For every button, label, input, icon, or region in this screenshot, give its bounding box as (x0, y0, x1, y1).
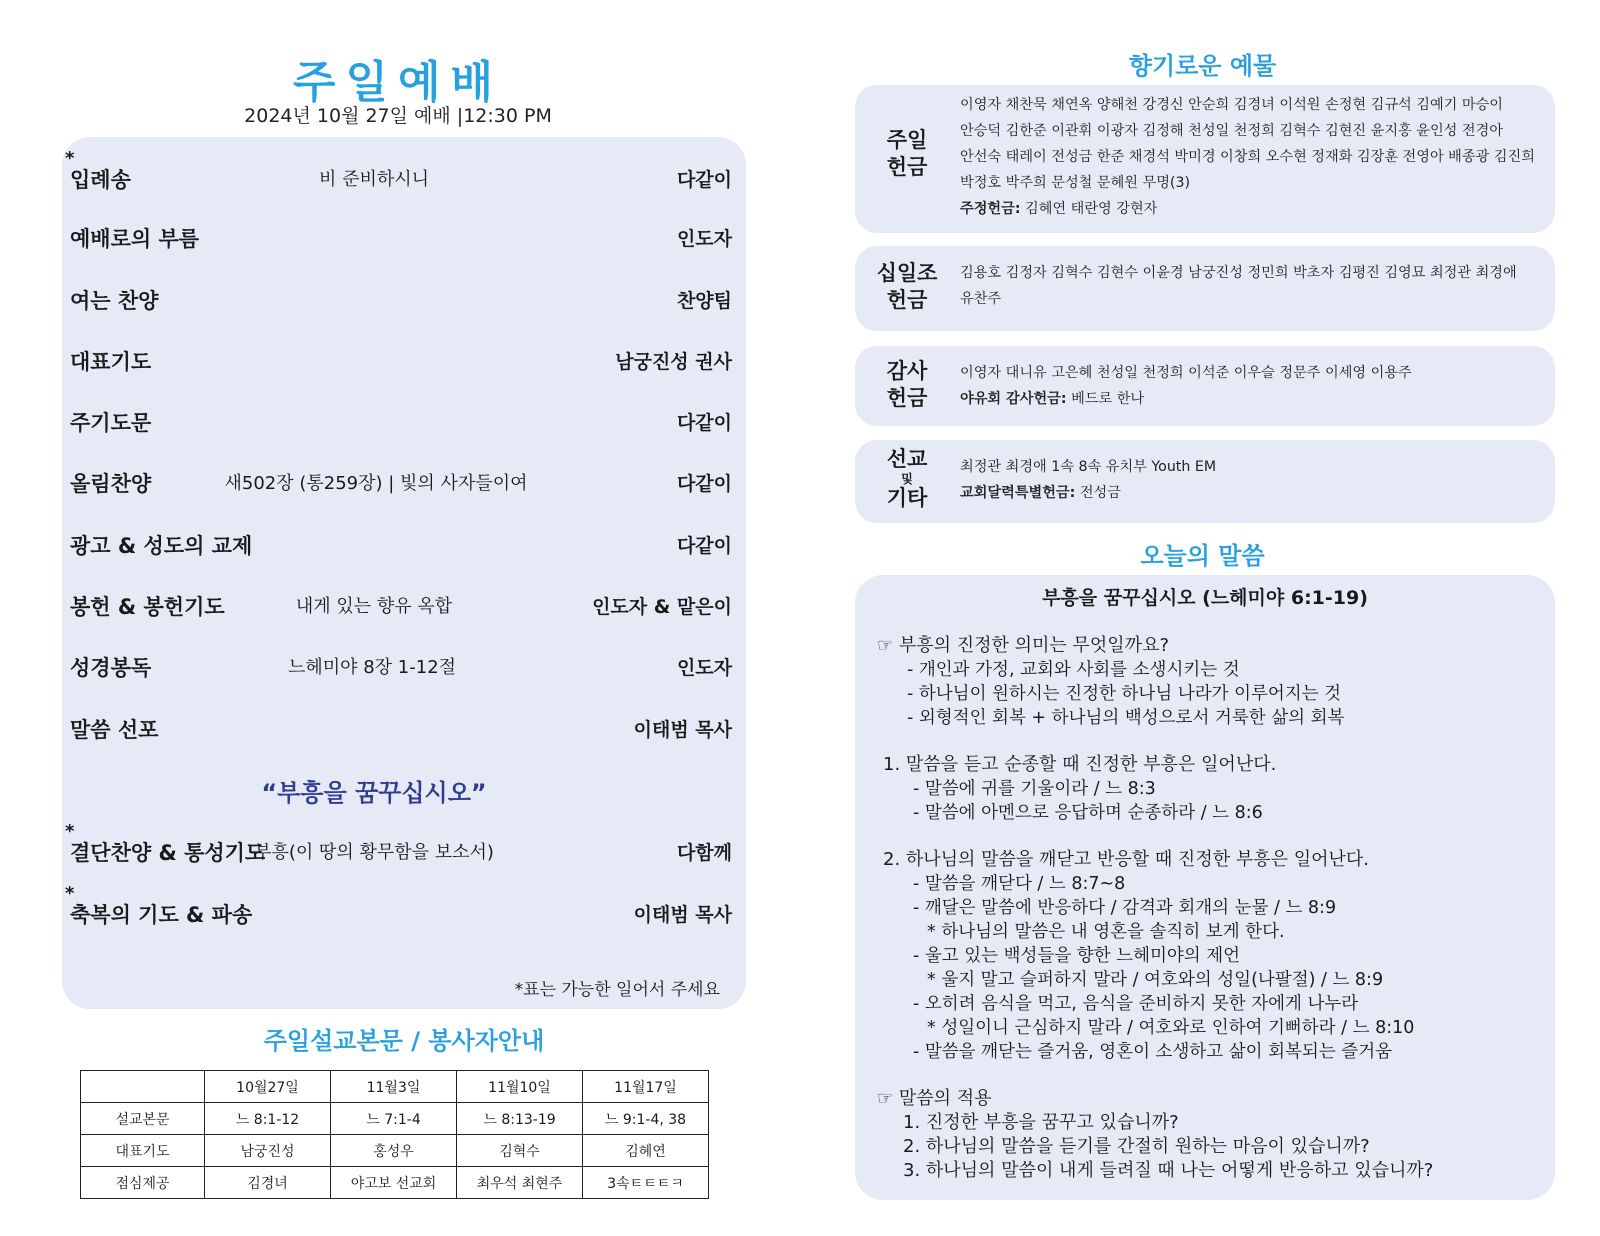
offering-label-bottom: 헌금 (886, 155, 928, 179)
order-label: 여는 찬양 (70, 289, 159, 313)
offering-label-mid: 및 (901, 472, 913, 486)
word-line: - 말씀에 귀를 기울이라 / 느 8:3 (913, 779, 1156, 799)
word-title: 오늘의 말씀 (1140, 542, 1265, 570)
offering-line: 박정호 박주희 문성철 문혜원 무명(3) (960, 175, 1191, 191)
table-cell: 야고보 선교회 (331, 1167, 457, 1199)
order-label: 결단찬양 & 통성기도 (70, 841, 266, 865)
offering-special-label: 야유회 감사헌금: (960, 391, 1067, 407)
offering-line: 김용호 김정자 김혁수 김현수 이윤경 남궁진성 정민희 박초자 김평진 김영묘 최정관 최경애 (960, 265, 1517, 281)
order-of-worship (62, 137, 746, 1009)
offering-line: 유찬주 (960, 291, 1002, 307)
order-row (62, 528, 746, 564)
offering-special-label: 주정헌금: (960, 201, 1021, 217)
order-detail: 부흥(이 땅의 황무함을 보소서) (254, 842, 494, 863)
offering-special (960, 480, 1549, 506)
table-cell: 3속ㅌㅌㅌㅋ (583, 1167, 709, 1199)
word-line: - 오히려 음식을 먹고, 음식을 준비하지 못한 자에게 나누라 (913, 994, 1359, 1014)
order-detail: 느헤미야 8장 1-12절 (287, 657, 457, 678)
offering-box-mission (855, 440, 1555, 523)
order-leader: 찬양팀 (676, 290, 732, 312)
table-cell: 김혜연 (583, 1135, 709, 1167)
offering-line: 최정관 최경애 1속 8속 유치부 Youth EM (960, 459, 1217, 475)
order-leader: 다같이 (676, 412, 732, 434)
word-line: - 깨달은 말씀에 반응하다 / 감격과 회개의 눈물 / 느 8:9 (913, 898, 1337, 918)
table-cell: 최우석 최현주 (457, 1167, 583, 1199)
word-line: - 울고 있는 백성들을 향한 느헤미야의 제언 (913, 946, 1241, 966)
offering-label-bottom: 기타 (886, 486, 928, 510)
order-leader: 이태범 목사 (633, 719, 732, 741)
table-row (81, 1103, 709, 1135)
offering-label (855, 358, 959, 412)
order-row (62, 405, 746, 441)
offering-label (855, 260, 959, 314)
todays-word-panel (855, 575, 1555, 1200)
word-line: 1. 진정한 부흥을 꿈꾸고 있습니까? (903, 1112, 1179, 1133)
offering-line: 이영자 대니유 고은혜 천성일 천정희 이석준 이우슬 정문주 이세영 이용주 (960, 365, 1412, 381)
offering-box-thanks (855, 346, 1555, 426)
schedule-table (80, 1070, 709, 1199)
word-line: ☞ 부흥의 진정한 의미는 무엇일까요? (877, 635, 1170, 656)
table-cell: 김혁수 (457, 1135, 583, 1167)
order-leader: 인도자 (676, 657, 732, 679)
order-leader: 이태범 목사 (633, 904, 732, 926)
offering-special (960, 386, 1549, 412)
order-row (62, 821, 746, 871)
offering-special (960, 196, 1549, 222)
word-line: * 울지 말고 슬퍼하지 말라 / 여호와의 성일(나팔절) / 느 8:9 (927, 970, 1384, 990)
offering-label-bottom: 헌금 (886, 386, 928, 410)
word-line: 2. 하나님의 말씀을 듣기를 간절히 원하는 마음이 있습니까? (903, 1136, 1370, 1157)
order-label: 대표기도 (70, 350, 152, 374)
offering-line: 안승덕 김한준 이관휘 이광자 김정해 천성일 천정희 김혁수 김현진 윤지홍 윤인성 전경아 (960, 123, 1503, 139)
word-line: 3. 하나님의 말씀이 내게 들려질 때 나는 어떻게 반응하고 있습니까? (903, 1160, 1434, 1181)
word-line: - 말씀을 깨닫다 / 느 8:7~8 (913, 874, 1126, 894)
order-leader: 인도자 & 맡은이 (592, 596, 732, 618)
order-row (62, 466, 746, 502)
offering-names (960, 92, 1549, 222)
offering-label (855, 127, 959, 181)
offering-special-names: 전성금 (1075, 485, 1121, 501)
table-header-cell: 10월27일 (205, 1071, 331, 1103)
order-label: 주기도문 (70, 411, 152, 435)
service-title: 주일예배 (292, 57, 503, 108)
order-label: 예배로의 부름 (70, 227, 200, 251)
table-header-cell: 11월10일 (457, 1071, 583, 1103)
offering-box-tithe (855, 246, 1555, 331)
word-line: * 성일이니 근심하지 말라 / 여호와로 인하여 기뻐하라 / 느 8:10 (927, 1018, 1415, 1038)
order-label: 축복의 기도 & 파송 (70, 903, 253, 927)
order-label: 광고 & 성도의 교제 (70, 534, 253, 558)
stand-marker: * (65, 883, 75, 904)
word-line: 2. 하나님의 말씀을 깨닫고 반응할 때 진정한 부흥은 일어난다. (883, 849, 1369, 870)
order-row (62, 650, 746, 686)
table-row (81, 1135, 709, 1167)
order-label: 입례송 (70, 168, 131, 192)
offerings-title: 향기로운 예물 (1128, 52, 1277, 80)
word-line: - 개인과 가정, 교회와 사회를 소생시키는 것 (907, 660, 1240, 680)
standing-note: *표는 가능한 일어서 주세요 (514, 980, 720, 1000)
order-row (62, 283, 746, 319)
order-row (62, 712, 746, 748)
table-row-label: 대표기도 (81, 1135, 205, 1167)
offering-label-top: 주일 (886, 128, 928, 152)
sermon-title: “부흥을 꿈꾸십시오” (261, 779, 487, 807)
order-row (62, 589, 746, 625)
order-row (62, 148, 746, 198)
word-line: * 하나님의 말씀은 내 영혼을 솔직히 보게 한다. (927, 922, 1285, 942)
table-cell: 김경녀 (205, 1167, 331, 1199)
stand-marker: * (65, 821, 75, 842)
offering-box-sunday (855, 85, 1555, 233)
table-cell: 느 7:1-4 (331, 1103, 457, 1135)
order-label: 올림찬양 (70, 472, 152, 496)
table-header-row (81, 1071, 709, 1103)
order-detail: 새502장 (통259장) | 빛의 사자들이여 (224, 473, 528, 494)
word-line: - 말씀에 아멘으로 응답하며 순종하라 / 느 8:6 (913, 803, 1263, 823)
order-label: 성경봉독 (70, 656, 152, 680)
stand-marker: * (65, 148, 75, 169)
offering-names (960, 260, 1549, 312)
offering-names (960, 360, 1549, 412)
word-sermon-reference: 부흥을 꿈꾸십시오 (느헤미야 6:1-19) (1042, 587, 1368, 609)
table-cell: 느 8:13-19 (457, 1103, 583, 1135)
order-leader: 다같이 (676, 535, 732, 557)
order-leader: 다같이 (676, 169, 732, 191)
offering-names (960, 454, 1549, 506)
offering-label-top: 십일조 (876, 261, 938, 285)
table-cell: 홍성우 (331, 1135, 457, 1167)
table-row-label: 점심제공 (81, 1167, 205, 1199)
table-cell: 느 8:1-12 (205, 1103, 331, 1135)
word-line: ☞ 말씀의 적용 (877, 1088, 992, 1109)
word-line: - 하나님이 원하시는 진정한 하나님 나라가 이루어지는 것 (907, 684, 1342, 704)
offering-special-label: 교회달력특별헌금: (960, 485, 1076, 501)
offering-label-bottom: 헌금 (886, 288, 928, 312)
offering-label-top: 선교 (886, 447, 928, 471)
offering-line: 이영자 채찬묵 채연옥 양해천 강경신 안순희 김경녀 이석원 손정현 김규석 김예기 마승이 (960, 97, 1503, 113)
order-detail: 내게 있는 향유 옥합 (295, 596, 453, 617)
order-label: 말씀 선포 (70, 718, 159, 742)
order-row (62, 344, 746, 380)
order-row (62, 883, 746, 933)
table-header-cell (81, 1071, 205, 1103)
table-cell: 느 9:1-4, 38 (583, 1103, 709, 1135)
schedule-title: 주일설교본문 / 봉사자안내 (263, 1027, 545, 1055)
table-header-cell: 11월17일 (583, 1071, 709, 1103)
order-row (62, 221, 746, 257)
word-line: 1. 말씀을 듣고 순종할 때 진정한 부흥은 일어난다. (883, 754, 1277, 775)
service-date: 2024년 10월 27일 예배 |12:30 PM (244, 105, 552, 127)
order-leader: 인도자 (676, 228, 732, 250)
table-header-cell: 11월3일 (331, 1071, 457, 1103)
offering-label-top: 감사 (886, 359, 928, 383)
order-leader: 다같이 (676, 473, 732, 495)
table-row-label: 설교본문 (81, 1103, 205, 1135)
order-detail: 비 준비하시니 (318, 169, 430, 190)
table-cell: 남궁진성 (205, 1135, 331, 1167)
word-line: - 말씀을 깨닫는 즐거움, 영혼이 소생하고 삶이 회복되는 즐거움 (913, 1042, 1393, 1062)
order-leader: 다함께 (676, 842, 732, 864)
table-row (81, 1167, 709, 1199)
word-line: - 외형적인 회복 + 하나님의 백성으로서 거룩한 삶의 회복 (907, 708, 1345, 728)
offering-label (855, 446, 959, 512)
order-leader: 남궁진성 권사 (615, 351, 732, 373)
offering-special-names: 베드로 한나 (1066, 391, 1145, 407)
order-label: 봉헌 & 봉헌기도 (70, 595, 225, 619)
offering-line: 안선숙 태레이 전성금 한준 채경석 박미경 이창희 오수현 정재화 김장훈 전영아 배종광 김진희 (960, 149, 1535, 165)
offering-special-names: 김혜연 태란영 강현자 (1020, 201, 1158, 217)
